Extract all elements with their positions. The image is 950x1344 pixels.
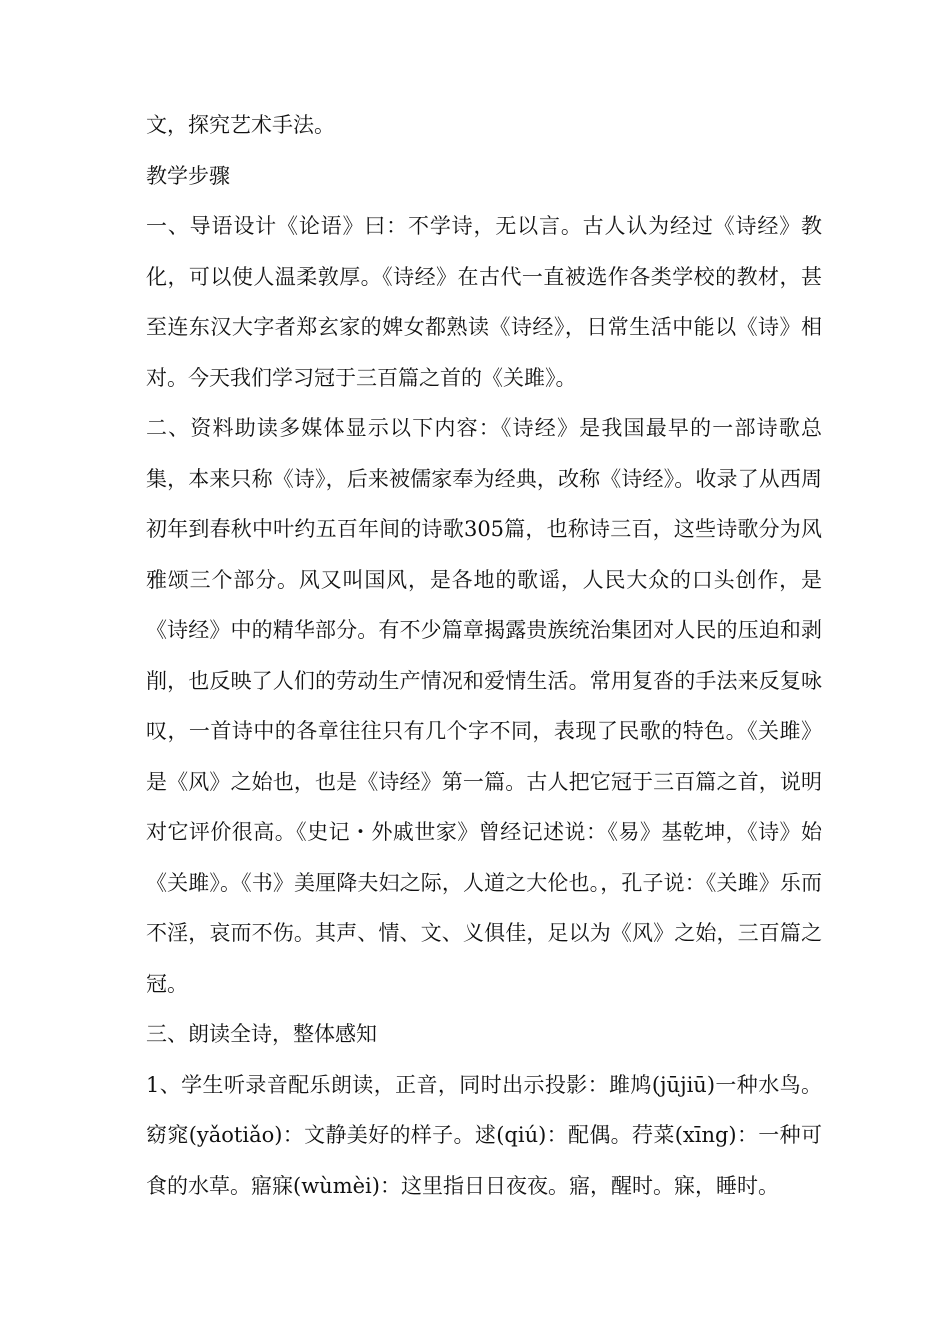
section-heading-reading: 三、朗读全诗，整体感知 [146, 1022, 377, 1046]
section-heading-teaching-steps: 教学步骤 [146, 163, 230, 188]
paragraph-lead-in: 一、导语设计《论语》曰：不学诗，无以言。古人认为经过《诗经》教化，可以使人温柔敦厚。《诗经》在古代一直被选作各类学校的教材，甚至连东汉大字者郑玄家的婢女都熟读《诗经》，日常生活中能以《诗》相对。今天我们学习冠于三百篇之首的《关雎》。 [146, 214, 822, 390]
document-body [146, 100, 822, 1211]
paragraph-reference-material: 二、资料助读多媒体显示以下内容：《诗经》是我国最早的一部诗歌总集，本来只称《诗》，后来被儒家奉为经典，改称《诗经》。收录了从西周初年到春秋中叶约五百年间的诗歌305篇，也称诗三百，这些诗歌分为风雅颂三个部分。风又叫国风，是各地的歌谣，人民大众的口头创作，是《诗经》中的精华部分。有不少篇章揭露贵族统治集团对人民的压迫和剥削，也反映了人们的劳动生产情况和爱情生活。常用复沓的手法来反复咏叹，一首诗中的各章往往只有几个字不同，表现了民歌的特色。《关雎》是《风》之始也，也是《诗经》第一篇。古人把它冠于三百篇之首，说明对它评价很高。《史记・外戚世家》曾经记述说：《易》基乾坤，《诗》始《关雎》。《书》美厘降夫妇之际，人道之大伦也。，孔子说：《关雎》乐而不淫，哀而不伤。其声、情、文、义俱佳，足以为《风》之始，三百篇之冠。 [146, 416, 822, 996]
paragraph-intro-end: 文，探究艺术手法。 [146, 113, 335, 137]
paragraph-pronunciation: 1、学生听录音配乐朗读，正音，同时出示投影：雎鸠(jūjiū)一种水鸟。窈窕(yǎotiǎo)：文静美好的样子。逑(qiú)：配偶。荇菜(xīng)：一种可食的水草。寤寐(wùmèi)：这里指日日夜夜。寤，醒时。寐，睡时。 [146, 1072, 822, 1198]
